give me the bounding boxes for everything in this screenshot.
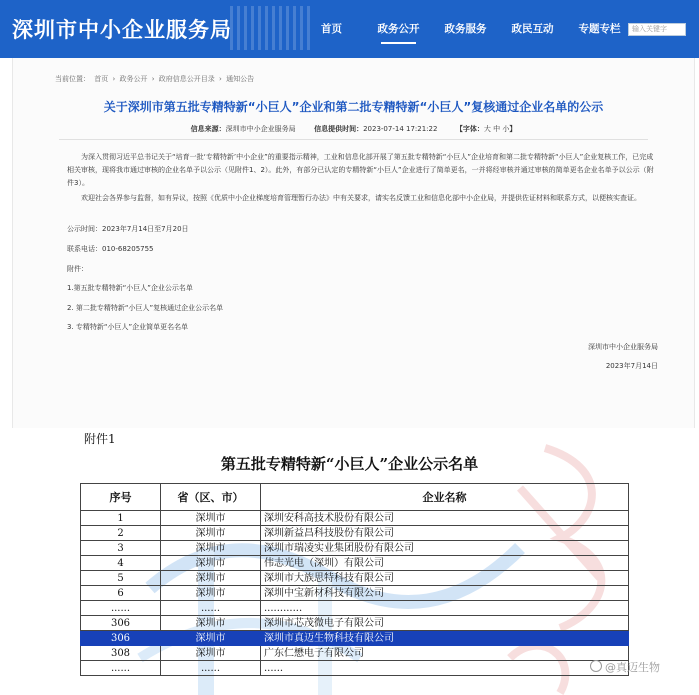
row-number: 6	[81, 586, 161, 601]
signature-org: 深圳市中小企业服务局	[588, 343, 658, 351]
table-row	[81, 571, 629, 586]
attachment-link-1[interactable]: 1.第五批专精特新“小巨人”企业公示名单	[67, 284, 193, 292]
time-label: 信息提供时间：	[314, 125, 364, 133]
article-paragraph-1: 为深入贯彻习近平总书记关于“培育一批‘专精特新’中小企业”的重要指示精神，工业和信息化部开展了第五批专精特新“小巨人”企业培育和第二批专精特新“小巨人”企业复核工作，已完成相关审核，现将我市通过审核的企业名单予以公示（见附件1、2）。此外，有部分已认定的专精特新“小巨人”企业进行了简单更名，一并将经审核并通过审核的简单更名企业名单予以公示（附件3）。	[67, 153, 654, 187]
breadcrumb-separator: ›	[219, 75, 222, 83]
row-number: 1	[81, 511, 161, 526]
font-size-label: 【字体：	[455, 125, 484, 133]
breadcrumb-separator: ›	[151, 75, 155, 83]
attachments-label: 附件：	[67, 265, 88, 273]
meta-divider	[59, 139, 648, 140]
table-row	[81, 601, 629, 616]
main-nav	[300, 0, 635, 58]
author-credit	[590, 659, 660, 675]
header-watermark	[230, 6, 310, 50]
nav-item-interaction[interactable]: 政民互动	[511, 23, 554, 35]
breadcrumb-home[interactable]: 首页	[94, 75, 109, 83]
article-paragraph-2: 欢迎社会各界参与监督，如有异议，按照《优质中小企业梯度培育管理暂行办法》中有关要求，请实名反馈工业和信息化部中小企业局，并提供佐证材料和联系方式，以便核实查证。	[81, 194, 641, 202]
row-region: 深圳市	[161, 646, 261, 661]
row-region: 深圳市	[161, 556, 261, 571]
row-number: 308	[81, 646, 161, 661]
breadcrumb-info-catalog[interactable]: 政府信息公开目录	[158, 75, 215, 83]
row-region: 深圳市	[161, 631, 261, 646]
row-number: ......	[81, 601, 161, 616]
column-header-company: 企业名称	[261, 484, 629, 511]
row-region: 深圳市	[161, 526, 261, 541]
column-header-region: 省（区、市）	[161, 484, 261, 511]
breadcrumb-label: 当前位置：	[55, 75, 90, 83]
row-region: 深圳市	[161, 616, 261, 631]
row-company-name: 深圳市芯茂微电子有限公司	[261, 616, 629, 631]
row-company-name: 深圳中宝新材科技有限公司	[261, 586, 629, 601]
article-meta	[13, 124, 694, 134]
column-header-number: 序号	[81, 484, 161, 511]
row-region: ......	[161, 661, 261, 676]
row-company-name: 伟志光电（深圳）有限公司	[261, 556, 629, 571]
attachment-link-3[interactable]: 3. 专精特新“小巨人”企业简单更名名单	[67, 323, 189, 331]
site-header	[0, 0, 699, 58]
row-company-name: 深圳新益昌科技股份有限公司	[261, 526, 629, 541]
publicity-period: 公示时间：2023年7月14日至7月20日	[67, 225, 189, 233]
row-number: 306	[81, 616, 161, 631]
company-list-table	[80, 483, 629, 676]
table-header-row	[81, 484, 629, 511]
site-title[interactable]: 深圳市中小企业服务局	[12, 18, 232, 42]
row-region: 深圳市	[161, 511, 261, 526]
row-region: 深圳市	[161, 586, 261, 601]
row-number: ......	[81, 661, 161, 676]
time-value: 2023-07-14 17:21:22	[363, 125, 438, 133]
breadcrumb-notices[interactable]: 通知公告	[226, 75, 255, 83]
breadcrumb	[55, 74, 256, 84]
table-row	[81, 541, 629, 556]
table-row-highlighted	[81, 631, 629, 646]
row-company-name: 广东仁懋电子有限公司	[261, 646, 629, 661]
signature-date: 2023年7月14日	[605, 362, 658, 370]
row-number: 306	[81, 631, 161, 646]
table-row	[81, 511, 629, 526]
weibo-logo-icon	[590, 660, 602, 672]
row-region: ......	[161, 601, 261, 616]
row-region: 深圳市	[161, 541, 261, 556]
row-company-name: ......	[261, 661, 629, 676]
attachment-document	[0, 428, 699, 695]
table-row	[81, 526, 629, 541]
table-row	[81, 661, 629, 676]
font-size-close: 】	[509, 125, 517, 133]
breadcrumb-gov-affairs[interactable]: 政务公开	[119, 75, 148, 83]
table-row	[81, 586, 629, 601]
font-size-switcher[interactable]: 大 中 小	[483, 125, 510, 133]
source-label: 信息来源：	[190, 125, 226, 133]
contact-phone: 联系电话：010-68205755	[67, 245, 154, 253]
article-panel	[12, 58, 695, 428]
table-row	[81, 556, 629, 571]
attachment-link-2[interactable]: 2. 第二批专精特新“小巨人”复核通过企业公示名单	[67, 304, 224, 312]
row-company-name: 深圳市瑞凌实业集团股份有限公司	[261, 541, 629, 556]
nav-item-government-services[interactable]: 政务服务	[444, 23, 487, 35]
search-input[interactable]: 输入关键字	[628, 23, 686, 36]
breadcrumb-separator: ›	[112, 75, 116, 83]
row-number: 3	[81, 541, 161, 556]
source-value: 深圳市中小企业服务局	[225, 125, 296, 133]
row-number: 2	[81, 526, 161, 541]
row-region: 深圳市	[161, 571, 261, 586]
annex-label: 附件1	[84, 432, 116, 446]
credit-text: @真迈生物	[605, 661, 660, 674]
table-row	[81, 616, 629, 631]
document-title: 第五批专精特新“小巨人”企业公示名单	[220, 455, 479, 473]
article-title: 关于深圳市第五批专精特新“小巨人”企业和第二批专精特新“小巨人”复核通过企业名单的公示	[103, 100, 604, 114]
nav-item-home[interactable]: 首页	[321, 23, 342, 35]
nav-item-government-affairs[interactable]: 政务公开	[367, 0, 430, 58]
row-company-name: 深圳安科高技术股份有限公司	[261, 511, 629, 526]
row-number: 5	[81, 571, 161, 586]
nav-item-special-topics[interactable]: 专题专栏	[578, 23, 621, 35]
table-row	[81, 646, 629, 661]
row-company-name: 深圳市真迈生物科技有限公司	[261, 631, 629, 646]
row-company-name: ............	[261, 601, 629, 616]
row-company-name: 深圳市大族思特科技有限公司	[261, 571, 629, 586]
row-number: 4	[81, 556, 161, 571]
